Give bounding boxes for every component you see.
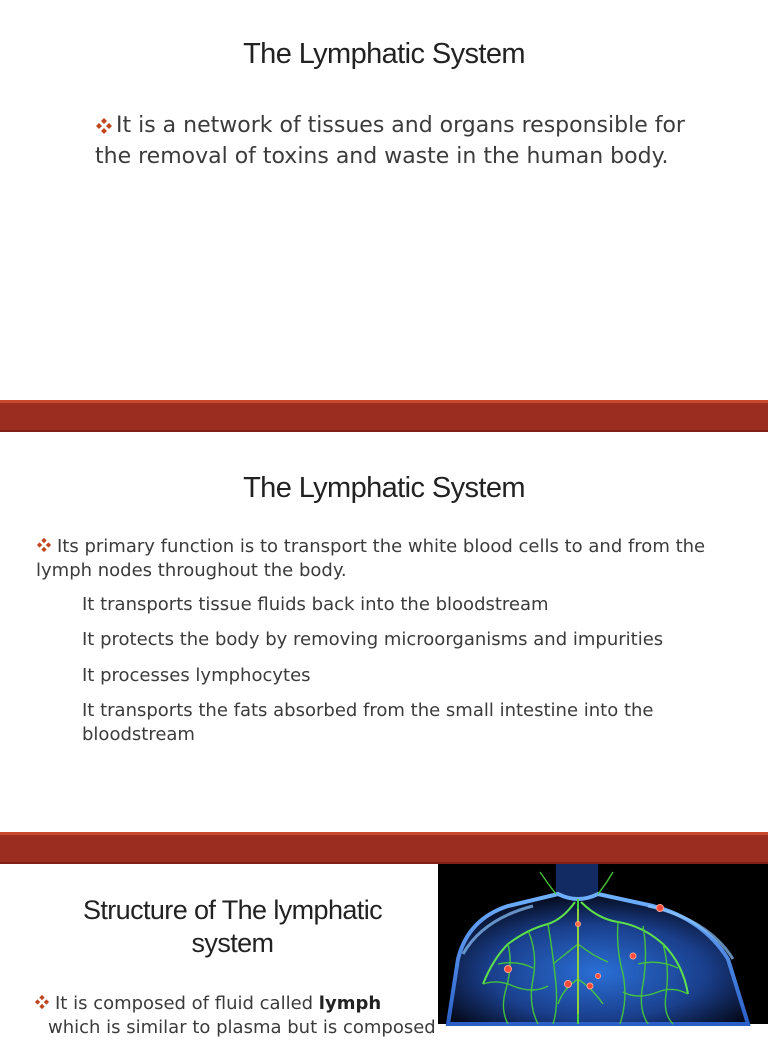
bullet-2-label: Its primary function is to transport the white blood cells to and from the lymph nodes throughout the body. — [36, 536, 706, 581]
bullet-3-bold: lymph — [318, 993, 382, 1014]
bullet-1-label: It is a network of tissues and organs responsible for the removal of toxins and waste in the human body. — [95, 113, 685, 169]
bullet-text — [34, 992, 434, 1016]
sub-item: It transports tissue fluids back into the bloodstream — [82, 594, 549, 615]
four-diamond-bullet-icon — [36, 537, 52, 553]
bullet-continuation: which is similar to plasma but is composed — [48, 1017, 436, 1038]
lymphatic-system-anatomy-image — [438, 864, 768, 1024]
four-diamond-bullet-icon — [34, 994, 50, 1010]
slide-title: The Lymphatic System — [243, 472, 525, 504]
slide-2 — [0, 432, 768, 832]
slide-1 — [0, 0, 768, 400]
bullet-3-prefix: It is composed of fluid called — [55, 993, 319, 1014]
slide-divider — [0, 832, 768, 864]
bullet-text — [36, 535, 736, 583]
slide-divider — [0, 400, 768, 432]
slide-title: Structure of The lymphatic system — [82, 895, 383, 958]
sub-item: It transports the fats absorbed from the small intestine into the bloodstream — [82, 700, 654, 745]
sub-item: It processes lymphocytes — [82, 665, 311, 686]
slide-title: The Lymphatic System — [243, 38, 525, 70]
sub-item: It protects the body by removing microorganisms and impurities — [82, 629, 664, 650]
four-diamond-bullet-icon — [95, 117, 111, 133]
slide-3 — [0, 864, 768, 1038]
bullet-text — [95, 110, 705, 172]
